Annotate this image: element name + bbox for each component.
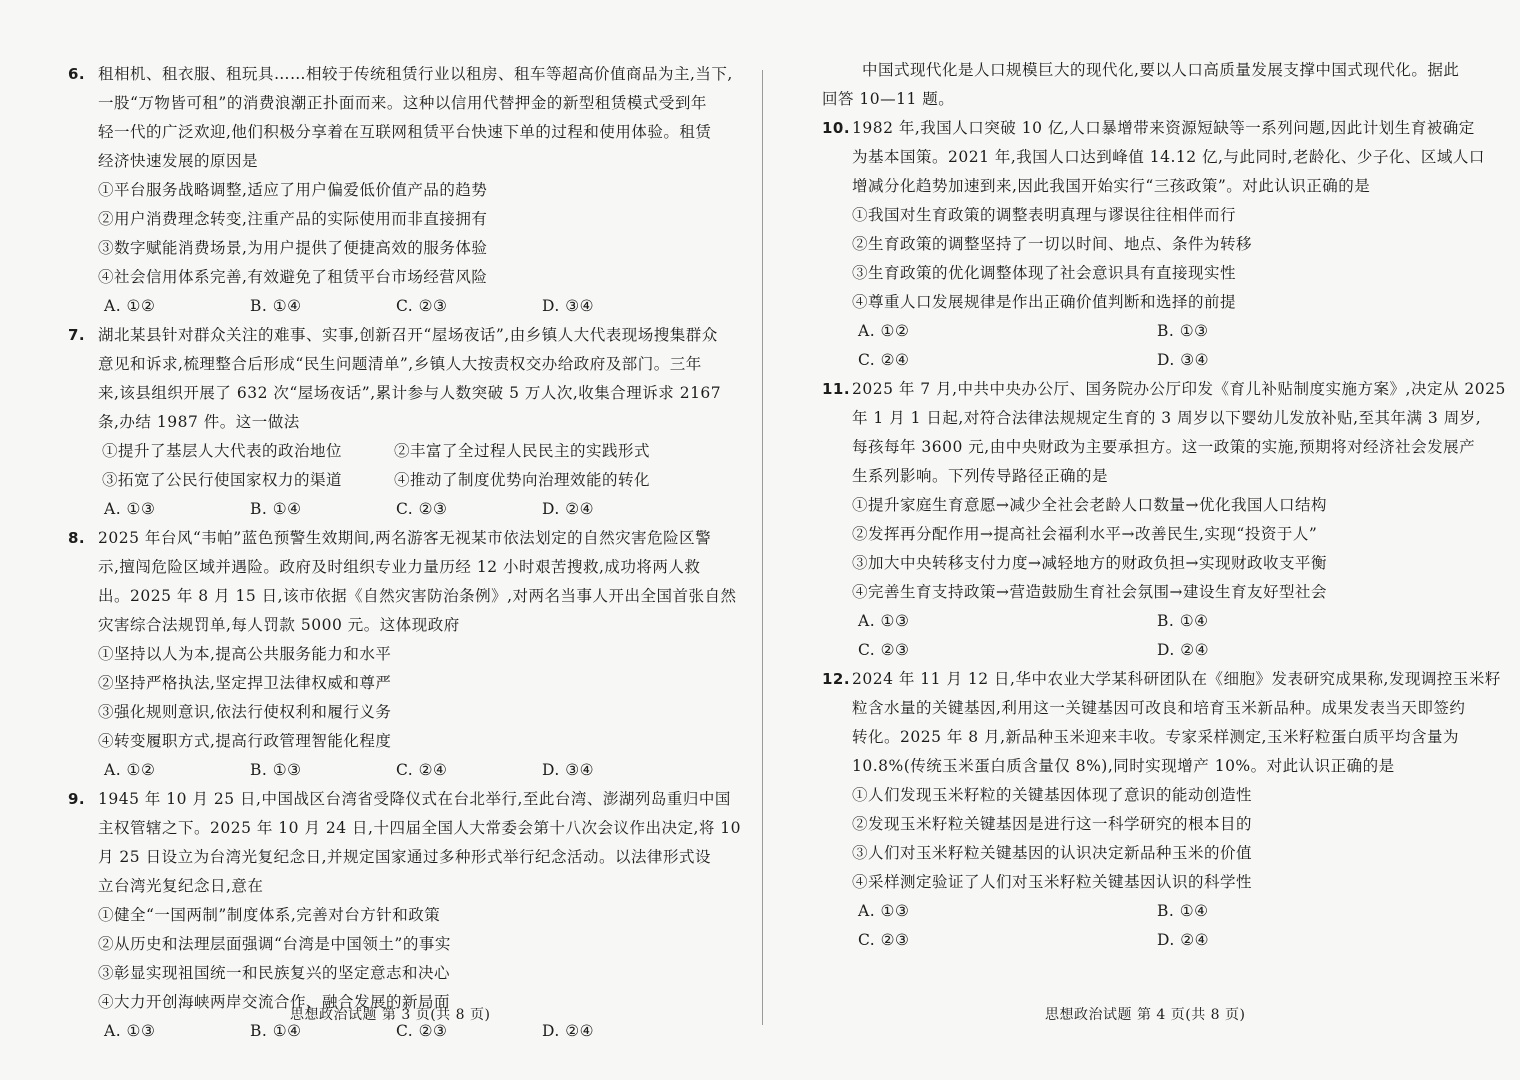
stem-line: 经济快速发展的原因是 <box>98 152 259 170</box>
question-12 <box>822 665 1501 955</box>
right-page <box>822 56 1506 955</box>
answer-choices <box>822 926 1456 955</box>
stem-line: 生系列影响。下列传导路径正确的是 <box>852 467 1109 485</box>
statement-option: ②坚持严格执法,坚定捍卫法律权威和尊严 <box>98 674 392 692</box>
column-divider <box>762 70 763 1025</box>
question-11 <box>822 375 1506 665</box>
stem-line: 灾害综合法规罚单,每人罚款 5000 元。这体现政府 <box>98 616 460 634</box>
statement-option-row <box>68 437 702 466</box>
choice-a[interactable]: A. ①③ <box>858 612 910 630</box>
statement-option: ①我国对生育政策的调整表明真理与谬误往往相伴而行 <box>852 206 1237 224</box>
page-footer-right: 思想政治试题 第 4 页(共 8 页) <box>1045 1007 1246 1023</box>
page-footer-left: 思想政治试题 第 3 页(共 8 页) <box>290 1007 491 1023</box>
choice-a[interactable]: A. ①③ <box>858 902 910 920</box>
statement-option: ②生育政策的调整坚持了一切以时间、地点、条件为转移 <box>852 235 1253 253</box>
stem-line: 1945 年 10 月 25 日,中国战区台湾省受降仪式在台北举行,至此台湾、澎湖列岛重归中国 <box>98 790 731 808</box>
stem-line: 2025 年 7 月,中共中央办公厅、国务院办公厅印发《育儿补贴制度实施方案》,决定从 2025 <box>852 380 1506 398</box>
answer-choices <box>822 317 1456 346</box>
choice-a[interactable]: A. ①③ <box>104 1022 156 1040</box>
stem-line: 月 25 日设立为台湾光复纪念日,并规定国家通过多种形式举行纪念活动。以法律形式设 <box>98 848 712 866</box>
statement-option: ④采样测定验证了人们对玉米籽粒关键基因认识的科学性 <box>852 873 1253 891</box>
stem-line: 2024 年 11 月 12 日,华中农业大学某科研团队在《细胞》发表研究成果称,发现调控玉米籽 <box>852 670 1501 688</box>
answer-choices <box>822 346 1456 375</box>
statement-option: ②发挥再分配作用→提高社会福利水平→改善民生,实现“投资于人” <box>852 525 1318 543</box>
left-page <box>68 60 742 1046</box>
choice-d[interactable]: D. ③④ <box>1157 351 1210 369</box>
statement-option: ①平台服务战略调整,适应了用户偏爱低价值产品的趋势 <box>98 181 488 199</box>
statement-option: ②从历史和法理层面强调“台湾是中国领土”的事实 <box>98 935 451 953</box>
stem-line: 2025 年台风“韦帕”蓝色预警生效期间,两名游客无视某市依法划定的自然灾害危险区警 <box>98 529 712 547</box>
intro-line: 中国式现代化是人口规模巨大的现代化,要以人口高质量发展支撑中国式现代化。据此 <box>862 61 1460 79</box>
stem-line: 意见和诉求,梳理整合后形成“民生问题清单”,乡镇人大按责权交办给政府及部门。三年 <box>98 355 702 373</box>
statement-option: ①坚持以人为本,提高公共服务能力和水平 <box>98 645 392 663</box>
choice-d[interactable]: D. ②④ <box>1157 931 1210 949</box>
choice-b[interactable]: B. ①④ <box>1157 612 1209 630</box>
stem-line: 为基本国策。2021 年,我国人口达到峰值 14.12 亿,与此同时,老龄化、少子化、区域人口 <box>852 148 1485 166</box>
statement-option: ④推动了制度优势向治理效能的转化 <box>394 471 651 489</box>
statement-option: ①健全“一国两制”制度体系,完善对台方针和政策 <box>98 906 441 924</box>
stem-line: 转化。2025 年 8 月,新品种玉米迎来丰收。专家采样测定,玉米籽粒蛋白质平均含量为 <box>852 728 1459 746</box>
stem-line: 增减分化趋势加速到来,因此我国开始实行“三孩政策”。对此认识正确的是 <box>852 177 1371 195</box>
stem-line: 条,办结 1987 件。这一做法 <box>98 413 300 431</box>
stem-line: 一股“万物皆可租”的消费浪潮正扑面而来。这种以信用代替押金的新型租赁模式受到年 <box>98 94 707 112</box>
question-7 <box>68 321 722 524</box>
statement-option: ④完善生育支持政策→营造鼓励生育社会氛围→建设生育友好型社会 <box>852 583 1327 601</box>
statement-option-row <box>68 466 702 495</box>
stem-line: 出。2025 年 8 月 15 日,该市依据《自然灾害防治条例》,对两名当事人开出全国首张自然 <box>98 587 737 605</box>
answer-choices <box>68 292 702 321</box>
question-number: 8. <box>68 529 86 547</box>
stem-line: 年 1 月 1 日起,对符合法律法规规定生育的 3 周岁以下婴幼儿发放补贴,至其年满 3 周岁, <box>852 409 1482 427</box>
choice-b[interactable]: B. ①④ <box>250 1022 302 1040</box>
stem-line: 粒含水量的关键基因,利用这一关键基因可改良和培育玉米新品种。成果发表当天即签约 <box>852 699 1466 717</box>
choice-d[interactable]: D. ②④ <box>542 500 595 518</box>
stem-line: 租相机、租衣服、租玩具……相较于传统租赁行业以租房、租车等超高价值商品为主,当下, <box>98 65 733 83</box>
stem-line: 轻一代的广泛欢迎,他们积极分享着在互联网租赁平台快速下单的过程和使用体验。租赁 <box>98 123 712 141</box>
question-10 <box>822 114 1485 375</box>
choice-d[interactable]: D. ③④ <box>542 297 595 315</box>
choice-a[interactable]: A. ①② <box>858 322 910 340</box>
choice-a[interactable]: A. ①③ <box>104 500 156 518</box>
choice-a[interactable]: A. ①② <box>104 297 156 315</box>
statement-option: ③彰显实现祖国统一和民族复兴的坚定意志和决心 <box>98 964 451 982</box>
statement-option: ③强化规则意识,依法行使权利和履行义务 <box>98 703 392 721</box>
stem-line: 立台湾光复纪念日,意在 <box>98 877 264 895</box>
choice-c[interactable]: C. ②③ <box>396 1022 448 1040</box>
statement-option: ③生育政策的优化调整体现了社会意识具有直接现实性 <box>852 264 1237 282</box>
question-number: 9. <box>68 790 86 808</box>
stem-line: 每孩每年 3600 元,由中央财政为主要承担方。这一政策的实施,预期将对经济社会发展产 <box>852 438 1476 456</box>
statement-option: ④社会信用体系完善,有效避免了租赁平台市场经营风险 <box>98 268 488 286</box>
choice-d[interactable]: D. ②④ <box>542 1022 595 1040</box>
statement-option: ③数字赋能消费场景,为用户提供了便捷高效的服务体验 <box>98 239 488 257</box>
choice-b[interactable]: B. ①③ <box>250 761 302 779</box>
question-number: 12. <box>822 670 851 688</box>
choice-c[interactable]: C. ②③ <box>396 500 448 518</box>
choice-c[interactable]: C. ②③ <box>858 931 910 949</box>
statement-option: ②用户消费理念转变,注重产品的实际使用而非直接拥有 <box>98 210 488 228</box>
intro-line: 回答 10—11 题。 <box>822 90 955 108</box>
statement-option: ①人们发现玉米籽粒的关键基因体现了意识的能动创造性 <box>852 786 1253 804</box>
question-number: 6. <box>68 65 86 83</box>
statement-option: ②丰富了全过程人民民主的实践形式 <box>394 442 651 460</box>
choice-d[interactable]: D. ③④ <box>542 761 595 779</box>
statement-option: ③人们对玉米籽粒关键基因的认识决定新品种玉米的价值 <box>852 844 1253 862</box>
answer-choices <box>822 607 1456 636</box>
answer-choices <box>68 756 702 785</box>
statement-option: ④大力开创海峡两岸交流合作、融合发展的新局面 <box>98 993 451 1011</box>
stem-line: 示,擅闯危险区域并遇险。政府及时组织专业力量历经 12 小时艰苦搜救,成功将两人救 <box>98 558 701 576</box>
statement-option: ②发现玉米籽粒关键基因是进行这一科学研究的根本目的 <box>852 815 1253 833</box>
choice-c[interactable]: C. ②③ <box>396 297 448 315</box>
answer-choices <box>822 897 1456 926</box>
stem-line: 主权管辖之下。2025 年 10 月 24 日,十四届全国人大常委会第十八次会议作出决定,将 10 <box>98 819 742 837</box>
stem-line: 10.8%(传统玉米蛋白质含量仅 8%),同时实现增产 10%。对此认识正确的是 <box>852 757 1395 775</box>
choice-d[interactable]: D. ②④ <box>1157 641 1210 659</box>
stem-line: 来,该县组织开展了 632 次“屋场夜话”,累计参与人数突破 5 万人次,收集合理诉求 2167 <box>98 384 722 402</box>
stem-line: 1982 年,我国人口突破 10 亿,人口暴增带来资源短缺等一系列问题,因此计划生育被确定 <box>852 119 1475 137</box>
statement-option: ①提升了基层人大代表的政治地位 <box>102 442 343 460</box>
statement-option: ④转变履职方式,提高行政管理智能化程度 <box>98 732 392 750</box>
choice-b[interactable]: B. ①④ <box>250 297 302 315</box>
question-number: 10. <box>822 119 851 137</box>
choice-a[interactable]: A. ①② <box>104 761 156 779</box>
statement-option: ④尊重人口发展规律是作出正确价值判断和选择的前提 <box>852 293 1237 311</box>
question-6 <box>68 60 733 321</box>
stem-line: 湖北某县针对群众关注的难事、实事,创新召开“屋场夜话”,由乡镇人大代表现场搜集群众 <box>98 326 718 344</box>
question-number: 11. <box>822 380 851 398</box>
question-8 <box>68 524 737 785</box>
statement-option: ①提升家庭生育意愿→减少全社会老龄人口数量→优化我国人口结构 <box>852 496 1327 514</box>
choice-b[interactable]: B. ①③ <box>1157 322 1209 340</box>
statement-option: ③拓宽了公民行使国家权力的渠道 <box>102 471 343 489</box>
choice-c[interactable]: C. ②④ <box>858 351 910 369</box>
choice-b[interactable]: B. ①④ <box>1157 902 1209 920</box>
question-number: 7. <box>68 326 86 344</box>
choice-c[interactable]: C. ②③ <box>858 641 910 659</box>
statement-option: ③加大中央转移支付力度→减轻地方的财政负担→实现财政收支平衡 <box>852 554 1327 572</box>
choice-b[interactable]: B. ①④ <box>250 500 302 518</box>
answer-choices <box>68 495 702 524</box>
answer-choices <box>822 636 1456 665</box>
choice-c[interactable]: C. ②④ <box>396 761 448 779</box>
